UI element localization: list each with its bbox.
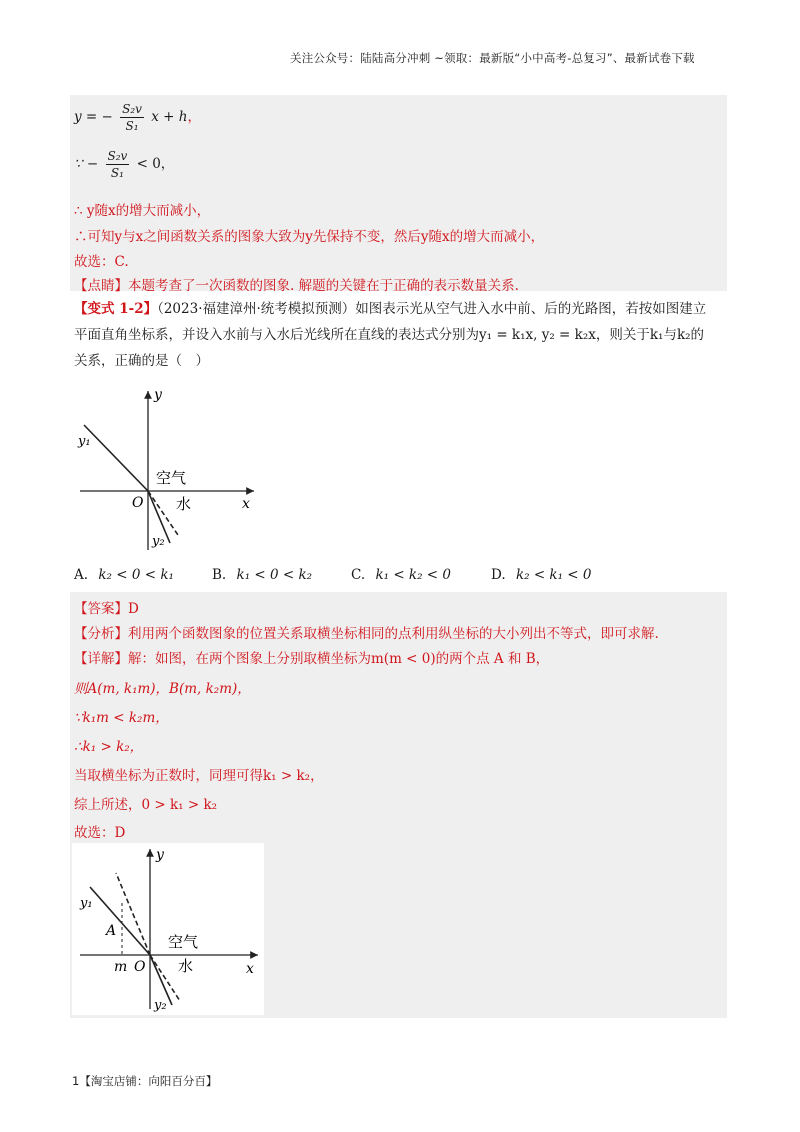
y-axis-label: y (154, 387, 162, 403)
equation-line-1 (74, 102, 201, 133)
problem-line-3: 关系，正确的是（ ） (74, 353, 209, 369)
problem-statement (74, 296, 724, 374)
detail-line-5: 当取横坐标为正数时，同理可得k₁ > k₂， (74, 768, 324, 784)
point-a-label: A (106, 923, 117, 939)
air-label: 空气 (156, 469, 187, 487)
incident-ray-extension (150, 955, 180, 1001)
option-c-label: C. (351, 567, 366, 583)
line-y2-label: y₂ (152, 534, 165, 549)
option-c[interactable] (351, 567, 451, 583)
equation-line-2 (74, 149, 174, 180)
detail-tag: 【详解】 (74, 651, 128, 667)
air-label: 空气 (168, 933, 199, 951)
incident-ray (90, 887, 150, 955)
light-path-figure-2 (72, 843, 264, 1015)
solution-line-4: ∴可知y与x之间函数关系的图象大致为y先保持不变，然后y随x的增大而减小， (74, 229, 545, 245)
eq1-numerator: S₂v (122, 102, 142, 116)
eq2-prefix: ∵ − (74, 156, 99, 172)
light-path-figure-1 (74, 385, 264, 555)
option-a-text: k₂ < 0 < k₁ (98, 567, 174, 583)
detail-line-2: 则A(m, k₁m)，B(m, k₂m)， (74, 681, 251, 697)
option-c-text: k₁ < k₂ < 0 (375, 567, 451, 583)
water-label: 水 (178, 957, 194, 975)
eq2-numerator: S₂v (107, 149, 128, 163)
footer-note: 1【淘宝店铺：向阳百分百】 (72, 1074, 218, 1088)
line-y1-label: y₁ (78, 434, 91, 449)
option-a-label: A. (74, 567, 89, 583)
detail-line-4: ∴k₁ > k₂， (74, 739, 144, 755)
header-note: 关注公众号：陆陆高分冲刺 ~领取：最新版“小中高考-总复习”、最新试卷下载 (290, 51, 695, 65)
problem-text-1: 如图表示光从空气进入水中前、后的光路图，若按如图建立 (355, 301, 707, 317)
answer-value: D (128, 601, 139, 617)
comment-tag: 【点睛】 (74, 278, 128, 294)
eq2-rhs: < 0， (136, 156, 175, 172)
answer-tag: 【答案】 (74, 601, 128, 617)
option-b-text: k₁ < 0 < k₂ (236, 567, 313, 583)
detail-text-1: 解：如图，在两个图象上分别取横坐标为m(m < 0)的两个点 A 和 B， (128, 651, 550, 667)
comment-line (74, 274, 519, 294)
line-y2-label: y₂ (154, 998, 167, 1013)
option-a[interactable] (74, 567, 174, 583)
detail-line-3: ∵k₁m < k₂m， (74, 710, 169, 726)
option-d[interactable] (491, 567, 592, 583)
eq1-lhs: y = − (74, 109, 113, 125)
line-y1-label: y₁ (80, 896, 93, 911)
problem-line-2: 平面直角坐标系，并设入水前与入水后光线所在直线的表达式分别为y₁ = k₁x, y₂ = k₂x，则关于k₁与k₂的 (74, 327, 705, 343)
option-d-label: D. (491, 567, 506, 583)
analysis-text: 利用两个函数图象的位置关系取横坐标相同的点利用纵坐标的大小列出不等式，即可求解. (128, 626, 659, 642)
x-axis-label: x (242, 496, 250, 512)
answer-line (74, 597, 139, 617)
incident-ray (84, 425, 148, 491)
solution-line-5: 故选：C. (74, 254, 129, 270)
y-axis-label: y (156, 847, 164, 863)
detail-line-6: 综上所述，0 > k₁ > k₂ (74, 797, 218, 813)
detail-line-7: 故选：D (74, 825, 126, 841)
eq1-comma: ， (187, 109, 201, 125)
detail-line-1 (74, 647, 549, 667)
option-d-text: k₂ < k₁ < 0 (515, 567, 592, 583)
option-b[interactable] (212, 567, 312, 583)
analysis-line (74, 622, 659, 642)
option-b-label: B. (212, 567, 227, 583)
refracted-ray-extension (116, 873, 150, 955)
eq2-denominator: S₁ (110, 166, 124, 180)
eq1-denominator: S₁ (125, 119, 139, 133)
problem-source: （2023·福建漳州·统考模拟预测） (157, 301, 356, 317)
eq1-fraction (120, 102, 144, 133)
problem-tag: 【变式 1-2】 (74, 301, 158, 317)
eq1-rhs: x + h (151, 109, 188, 125)
x-axis-label: x (246, 961, 254, 977)
analysis-tag: 【分析】 (74, 626, 128, 642)
origin-label: O (132, 495, 144, 511)
problem-line-1 (74, 296, 724, 322)
eq2-fraction (106, 149, 130, 180)
water-label: 水 (176, 495, 192, 513)
solution-line-3: ∴ y随x的增大而减小， (74, 203, 211, 219)
m-label: m (114, 959, 128, 975)
origin-label: O (134, 959, 146, 975)
comment-text: 本题考查了一次函数的图象. 解题的关键在于正确的表示数量关系. (128, 278, 519, 294)
